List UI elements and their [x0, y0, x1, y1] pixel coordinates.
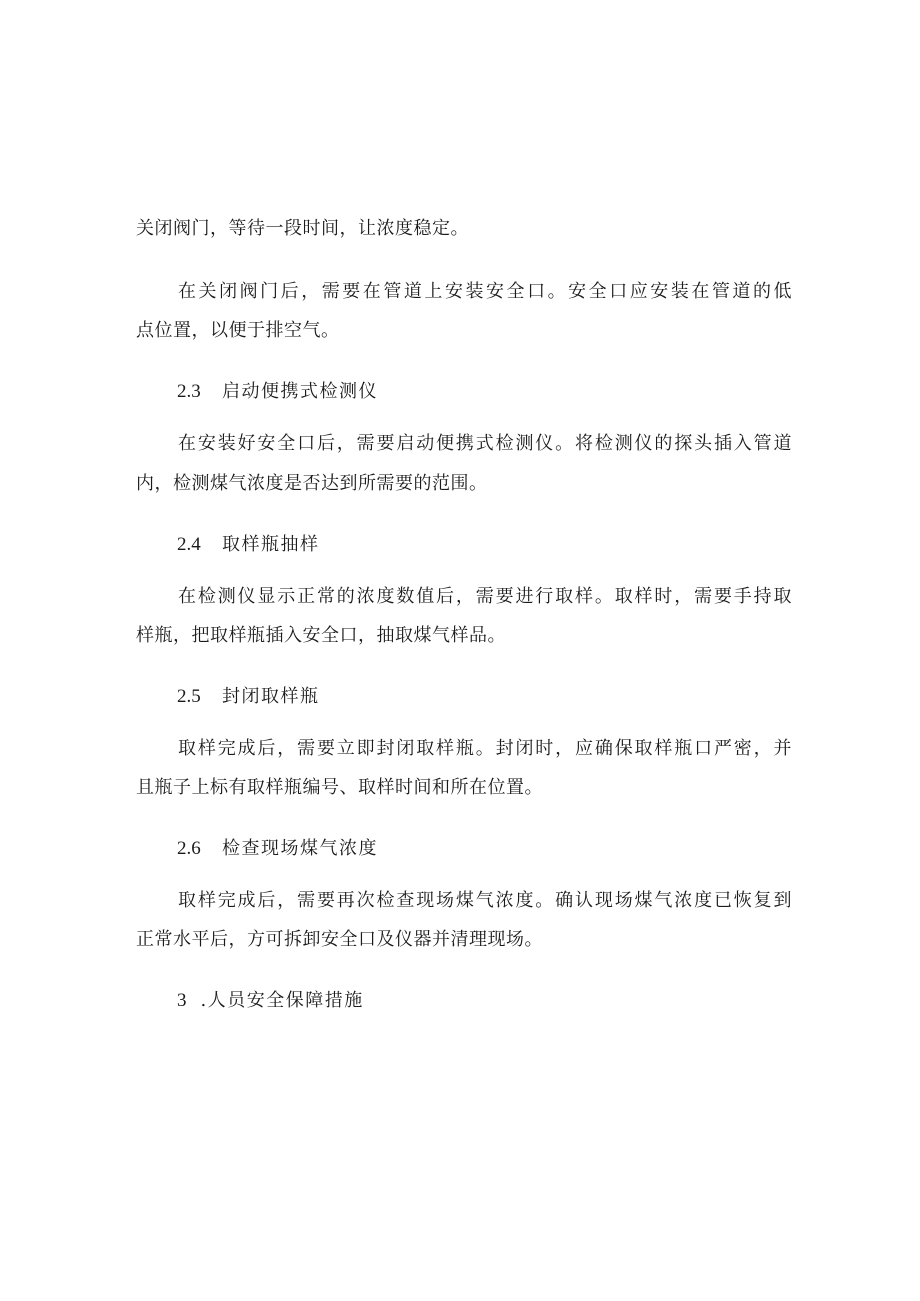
paragraph-line: 点位置，以便于排空气。: [136, 320, 340, 341]
section-title: 封闭取样瓶: [222, 686, 320, 707]
paragraph-line: 在检测仪显示正常的浓度数值后，需要进行取样。取样时，需要手持取: [178, 586, 792, 607]
paragraph-line: 内，检测煤气浓度是否达到所需要的范围。: [136, 473, 488, 494]
section-heading-2-4: [177, 533, 320, 557]
paragraph-line: 样瓶，把取样瓶插入安全口，抽取煤气样品。: [136, 625, 506, 646]
section-number: 2.3: [177, 381, 201, 402]
section-heading-3: [177, 989, 364, 1013]
section-number: 2.6: [177, 838, 201, 859]
section-title: .人员安全保障措施: [200, 990, 364, 1011]
section-number: 2.5: [177, 686, 201, 707]
paragraph-line: 在关闭阀门后，需要在管道上安装安全口。安全口应安装在管道的低: [178, 281, 792, 302]
paragraph-line: 正常水平后，方可拆卸安全口及仪器并清理现场。: [136, 929, 543, 950]
section-heading-2-6: [177, 837, 378, 861]
paragraph-line: 取样完成后，需要再次检查现场煤气浓度。确认现场煤气浓度已恢复到: [178, 890, 792, 911]
paragraph-line: 关闭阀门，等待一段时间，让浓度稳定。: [136, 218, 469, 239]
section-heading-2-5: [177, 685, 320, 709]
section-number: 2.4: [177, 534, 201, 555]
paragraph-line: 且瓶子上标有取样瓶编号、取样时间和所在位置。: [136, 777, 543, 798]
section-title: 启动便携式检测仪: [222, 381, 378, 402]
paragraph-line: 在安装好安全口后，需要启动便携式检测仪。将检测仪的探头插入管道: [178, 433, 792, 454]
section-heading-2-3: [177, 380, 378, 404]
section-title: 检查现场煤气浓度: [222, 838, 378, 859]
section-title: 取样瓶抽样: [222, 534, 320, 555]
paragraph-line: 取样完成后，需要立即封闭取样瓶。封闭时，应确保取样瓶口严密，并: [178, 738, 792, 759]
section-number: 3: [177, 990, 187, 1011]
